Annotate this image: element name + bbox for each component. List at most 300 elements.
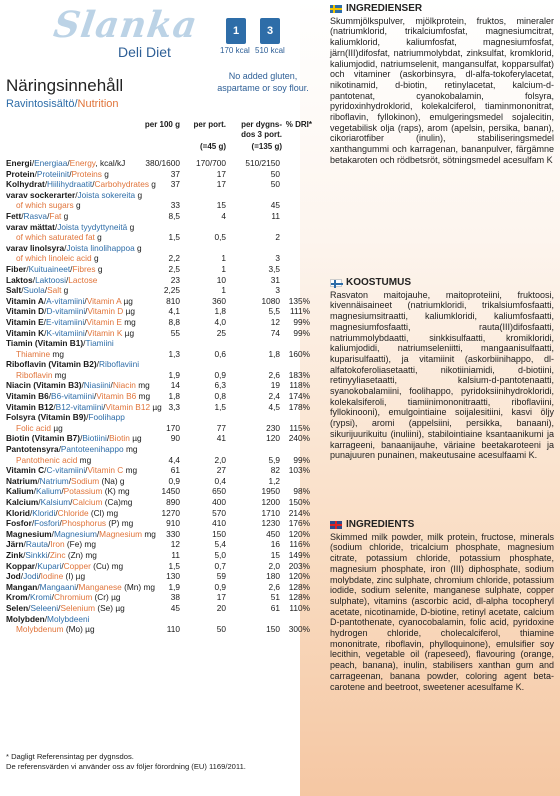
label-en: Vitamin A	[86, 295, 122, 306]
label-separator: /	[64, 242, 67, 253]
label-unit: (Mn) mg	[121, 581, 156, 592]
three-portion-icon: 3	[260, 18, 280, 44]
label-separator: /	[27, 592, 30, 603]
row-label	[6, 603, 125, 614]
label-en: Sodium	[71, 475, 100, 486]
label-fi: Laktoosi	[35, 274, 66, 285]
table-row	[6, 412, 326, 423]
value-dri: 183%	[288, 369, 310, 380]
value-per100: 12	[170, 539, 180, 550]
label-unit: (Cu) mg	[90, 560, 124, 571]
table-row	[6, 592, 326, 603]
label-separator: /	[61, 486, 64, 497]
label-en: Fibres	[72, 263, 96, 274]
label-fi: Natrium	[39, 475, 69, 486]
value-per-3port: 2,6	[268, 581, 280, 592]
value-dri: 110%	[289, 602, 310, 613]
value-dri: 176%	[288, 518, 310, 529]
value-dri: 115%	[289, 422, 310, 433]
label-sv: Mangan	[6, 581, 38, 592]
label-unit: (Se) µg	[95, 602, 125, 613]
col-per-3port-g: (=135 g)	[251, 142, 282, 151]
value-dri: 98%	[293, 486, 310, 497]
label-unit: mg	[77, 454, 92, 465]
value-per-port: 4,0	[214, 316, 226, 327]
table-row	[6, 222, 326, 233]
value-per-3port: 180	[266, 571, 280, 582]
value-per100: 810	[166, 295, 180, 306]
label-separator: /	[47, 539, 51, 550]
label-separator: /	[110, 380, 113, 391]
label-unit: g	[94, 232, 102, 243]
label-separator: /	[44, 306, 47, 317]
no-added-note: No added gluten, aspartame or soy flour.	[217, 71, 309, 93]
row-label	[6, 423, 63, 434]
value-per-3port: 61	[270, 602, 280, 613]
label-en: Molybdenum	[16, 624, 64, 635]
value-per-3port: 1230	[261, 518, 280, 529]
label-unit: (Zn) mg	[65, 549, 97, 560]
label-unit: mg	[123, 444, 138, 455]
label-separator: /	[83, 338, 86, 349]
label-unit: g	[101, 168, 109, 179]
table-row	[6, 561, 326, 572]
label-unit: mg	[123, 465, 138, 476]
label-unit: (Cr) µg	[92, 592, 121, 603]
table-row	[6, 582, 326, 593]
value-dri: 300%	[288, 624, 310, 635]
label-separator: /	[44, 613, 48, 624]
label-en: Vitamin E	[86, 316, 122, 327]
value-per-port: 1	[221, 263, 226, 274]
label-separator: /	[44, 327, 47, 338]
row-label	[6, 285, 68, 296]
value-dri: 150%	[288, 497, 310, 507]
table-row	[6, 423, 326, 434]
value-per100: 4,4	[168, 454, 180, 465]
table-row	[6, 285, 326, 296]
label-sv: Vitamin K	[6, 327, 45, 338]
label-separator: /	[31, 518, 35, 529]
label-sv: Vitamin A	[6, 295, 44, 306]
row-label	[6, 465, 137, 476]
row-label	[6, 380, 150, 391]
label-sv: Vitamin B12	[6, 401, 54, 412]
label-unit: mg	[121, 316, 136, 327]
row-label	[6, 624, 95, 635]
label-fi: K-vitamiini	[46, 327, 85, 338]
row-label	[6, 243, 142, 254]
row-label	[6, 529, 156, 540]
label-separator: /	[80, 433, 83, 444]
value-per100: 8,8	[168, 316, 180, 327]
label-separator: /	[53, 401, 56, 412]
table-row	[6, 455, 326, 466]
value-per-3port: 5,5	[268, 306, 280, 317]
table-row	[6, 179, 326, 190]
nutrition-table	[6, 158, 326, 635]
value-per-port: 0,5	[214, 232, 226, 243]
label-sv: Fett	[6, 210, 22, 221]
value-per100: 110	[166, 624, 180, 635]
label-fi: A-vitamiini	[46, 295, 85, 306]
label-fi: Molybdeeni	[47, 613, 90, 624]
label-separator: /	[34, 168, 37, 179]
label-sv: Vitamin B6	[6, 391, 49, 402]
label-sv: Krom	[6, 592, 28, 603]
value-per-3port: 1,8	[268, 348, 280, 359]
row-label	[6, 433, 142, 444]
value-per-3port: 12	[270, 316, 280, 327]
value-per-3port: 450	[266, 528, 280, 539]
row-label	[6, 486, 130, 497]
value-per-port: 0,8	[214, 391, 226, 402]
row-label	[6, 169, 109, 180]
value-dri: 128%	[288, 581, 310, 592]
label-separator: /	[70, 497, 73, 507]
label-separator: /	[84, 295, 87, 306]
label-en: Iron	[50, 539, 65, 550]
row-label	[6, 550, 97, 561]
label-unit: g	[134, 242, 142, 253]
label-unit: (Fe) mg	[64, 539, 96, 550]
value-per-3port: 2,0	[268, 560, 280, 571]
value-per-3port: 2	[275, 232, 280, 243]
label-sv: Kalium	[6, 486, 34, 497]
row-label	[6, 539, 96, 550]
row-label	[6, 328, 134, 339]
ingredients-sv-heading	[330, 4, 554, 15]
row-label	[6, 582, 155, 593]
label-fi: Kuituaineet	[28, 263, 71, 274]
value-per-3port: 11	[271, 210, 280, 221]
label-sv: varav mättat	[6, 221, 55, 232]
value-per100: 170	[166, 422, 180, 433]
label-en: Niacin	[112, 380, 136, 391]
label-sv: Fosfor	[6, 518, 32, 529]
value-per-port: 1,8	[214, 306, 226, 317]
label-fi: Sinkki	[25, 549, 48, 560]
value-per100: 45	[170, 602, 180, 613]
table-row	[6, 338, 326, 349]
value-per100: 37	[170, 168, 180, 179]
label-unit: µg	[123, 306, 136, 317]
table-row	[6, 571, 326, 582]
value-per100: 330	[166, 528, 180, 539]
value-per-3port: 50	[270, 179, 280, 190]
table-row	[6, 359, 326, 370]
ingredients-fi-heading	[330, 278, 554, 289]
label-fi: Kloridi	[32, 507, 56, 518]
label-sv: Energi	[6, 158, 32, 168]
label-sv: Vitamin E	[6, 316, 44, 327]
label-sv: Pantotensyra	[6, 444, 59, 455]
label-separator: /	[43, 295, 47, 306]
ingredients-en	[330, 520, 554, 692]
label-separator: /	[93, 391, 97, 402]
label-fi: Kalsium	[40, 497, 71, 507]
label-en: Fat	[49, 210, 62, 221]
label-separator: /	[29, 507, 33, 518]
value-per-port: 0,4	[214, 475, 226, 486]
label-fi: Niasiini	[83, 380, 111, 391]
label-sv: Laktos	[6, 274, 33, 285]
value-dri: 99%	[293, 454, 310, 465]
table-row	[6, 444, 326, 455]
three-portion-kcal: 510 kcal	[255, 46, 285, 55]
value-per-port: 50	[216, 624, 226, 635]
label-en: Copper	[63, 560, 91, 571]
value-per-port: 17	[216, 592, 226, 603]
col-per-3port: per dygns-dos 3 port.	[241, 120, 282, 139]
label-unit: (Na) g	[99, 475, 125, 486]
value-per-port: 25	[216, 327, 226, 338]
value-per100: 33	[170, 200, 180, 211]
table-row	[6, 497, 326, 508]
table-row	[6, 349, 326, 360]
row-label	[6, 455, 91, 466]
label-sv: varav sockerarter	[6, 189, 76, 200]
label-en: Chromium	[53, 592, 93, 603]
value-dri: 135%	[288, 295, 310, 306]
value-per-3port: 230	[266, 422, 280, 433]
label-fi: Joista tyydyttyneitä	[57, 221, 128, 232]
label-separator: /	[26, 263, 29, 274]
row-label	[6, 476, 125, 487]
row-label	[6, 338, 114, 349]
label-en: Energy	[69, 158, 96, 168]
label-fi: Seleeni	[30, 602, 59, 613]
table-row	[6, 476, 326, 487]
subtitle-en: Nutrition	[77, 98, 119, 110]
value-dri: 240%	[288, 433, 310, 444]
value-per-port: 4	[221, 210, 226, 221]
label-sv: Vitamin C	[6, 465, 45, 476]
value-dri: 118%	[289, 380, 310, 391]
label-sv: Fiber	[6, 263, 27, 274]
label-separator: /	[55, 507, 58, 518]
label-sv: Järn	[6, 539, 24, 550]
label-sv: Salt	[6, 285, 22, 296]
label-separator: /	[58, 444, 61, 455]
value-per-3port: 5,9	[268, 454, 280, 465]
value-dri: 174%	[288, 391, 310, 402]
label-unit: µg	[129, 433, 142, 444]
value-per-3port: 120	[266, 433, 280, 444]
label-separator: /	[54, 221, 58, 232]
label-fi: B6-vitamiini	[51, 391, 94, 402]
label-fi: Joista sokereita	[77, 189, 136, 200]
swedish-flag-icon	[330, 5, 342, 13]
label-unit: (I) µg	[63, 571, 86, 582]
label-fi: Kupari	[37, 560, 62, 571]
row-label	[6, 211, 68, 222]
label-unit: (K) mg	[102, 486, 130, 497]
label-en: Magnesium	[99, 528, 143, 539]
label-fi: Kalium	[35, 486, 62, 497]
value-per-port: 59	[216, 571, 226, 582]
label-separator: /	[47, 549, 50, 560]
row-label	[6, 264, 102, 275]
label-unit: mg	[50, 348, 64, 359]
table-row	[6, 190, 326, 201]
label-en: of which linoleic acid	[16, 253, 92, 264]
label-unit: mg	[142, 528, 156, 539]
label-en: Salt	[47, 285, 62, 296]
label-separator: /	[70, 263, 73, 274]
label-en: Phosphorus	[61, 518, 107, 529]
table-row	[6, 402, 326, 413]
ingredients-en-heading	[330, 520, 554, 531]
label-en: Vitamin K	[87, 327, 123, 338]
value-per100: 2,5	[168, 263, 180, 274]
label-separator: /	[31, 158, 35, 168]
value-per100: 1,8	[168, 391, 180, 402]
label-sv: Vitamin D	[6, 306, 45, 317]
label-separator: /	[38, 497, 41, 507]
row-label	[6, 275, 97, 286]
label-unit: g	[148, 179, 156, 190]
value-per100: 2,2	[168, 253, 180, 264]
table-row	[6, 539, 326, 550]
finnish-flag-icon	[330, 279, 342, 287]
row-label	[6, 571, 85, 582]
row-label	[6, 518, 133, 529]
table-row	[6, 550, 326, 561]
value-per-port: 10	[216, 274, 226, 285]
value-per-3port: 31	[270, 274, 280, 285]
footnote-line1: * Dagligt Referensintag per dygnsdos.	[6, 752, 134, 761]
label-separator: /	[81, 380, 84, 391]
label-fi: Energiaa	[34, 158, 68, 168]
value-per-3port: 1,2	[268, 475, 280, 486]
row-label	[6, 370, 66, 381]
value-dri: 214%	[288, 507, 310, 518]
label-en: Iodine	[40, 571, 64, 582]
row-label	[6, 444, 137, 455]
value-per-port: 650	[212, 486, 226, 497]
label-fi: Mangaani	[39, 581, 77, 592]
label-separator: /	[69, 168, 72, 179]
value-per-3port: 150	[266, 624, 280, 635]
label-en: Riboflavin	[16, 369, 53, 380]
row-label	[6, 306, 135, 317]
label-fi: Suola	[23, 285, 45, 296]
value-per-port: 1,5	[214, 401, 226, 412]
table-row	[6, 211, 326, 222]
table-row	[6, 253, 326, 264]
col-per100: per 100 g	[144, 120, 180, 129]
label-separator: /	[37, 581, 40, 592]
value-per100: 61	[170, 465, 180, 476]
label-en: Calcium	[72, 497, 103, 507]
label-sv: Folsyra (Vitamin B9)	[6, 412, 87, 423]
brand-wordmark: Slanka	[51, 4, 201, 46]
value-per100: 4,1	[168, 306, 180, 317]
row-label	[6, 179, 156, 190]
label-sv: Zink	[6, 549, 24, 560]
label-unit: (Ca)mg	[102, 497, 133, 507]
value-per100: 380/1600	[145, 158, 180, 168]
value-per100: 8,5	[168, 210, 180, 221]
label-separator: /	[28, 602, 31, 613]
row-label	[6, 614, 89, 625]
label-fi: Rasva	[23, 210, 48, 221]
value-per100: 1,9	[168, 369, 180, 380]
value-per100: 1450	[161, 486, 180, 497]
table-row	[6, 370, 326, 381]
label-separator: /	[59, 518, 62, 529]
value-per-3port: 74	[270, 327, 280, 338]
value-per-port: 5,4	[214, 539, 226, 550]
label-separator: /	[96, 528, 100, 539]
value-per-port: 5,0	[214, 549, 226, 560]
label-fi: Foolihapp	[88, 412, 125, 423]
table-row	[6, 306, 326, 317]
value-per-port: 15	[216, 200, 226, 211]
row-label	[6, 232, 102, 243]
row-label	[6, 317, 136, 328]
row-label	[6, 296, 133, 307]
page-subtitle	[6, 98, 119, 110]
table-row	[6, 508, 326, 519]
label-sv: Molybden	[6, 613, 45, 624]
value-per-3port: 510/2150	[245, 158, 280, 168]
row-label	[6, 158, 125, 169]
label-separator: /	[23, 549, 26, 560]
label-fi: Kromi	[29, 592, 52, 603]
label-en: Vitamin C	[87, 465, 124, 476]
label-fi: Jodi	[23, 571, 39, 582]
one-portion-kcal: 170 kcal	[220, 46, 250, 55]
label-sv: Niacin (Vitamin B3)	[6, 380, 82, 391]
value-dri: 149%	[288, 549, 310, 560]
label-sv: Magnesium	[6, 528, 52, 539]
value-per-3port: 1950	[261, 486, 280, 497]
ingredients-sv	[330, 4, 554, 166]
value-dri: 116%	[289, 539, 310, 550]
value-per-port: 1	[221, 253, 226, 264]
value-per-port: 41	[216, 433, 226, 444]
label-en: Manganese	[78, 581, 122, 592]
row-label	[6, 592, 121, 603]
label-en: Carbohydrates	[94, 179, 149, 190]
value-per100: 890	[166, 497, 180, 507]
table-row	[6, 158, 326, 169]
label-unit: mg	[52, 369, 67, 380]
ingredients-sv-title: INGREDIENSER	[346, 3, 423, 14]
label-separator: /	[20, 571, 24, 582]
label-en: Lactose	[68, 274, 98, 285]
value-per100: 1,5	[168, 560, 180, 571]
table-row	[6, 232, 326, 243]
value-dri: 128%	[288, 592, 310, 603]
value-per-port: 400	[212, 497, 226, 507]
row-label	[6, 190, 142, 201]
brand-logo	[6, 4, 201, 64]
label-separator: /	[44, 285, 48, 296]
label-separator: /	[92, 179, 95, 190]
label-unit: µg	[150, 401, 162, 412]
label-en: Vitamin B12	[105, 401, 151, 412]
label-separator: /	[43, 316, 46, 327]
label-fi: Tiamiini	[85, 338, 114, 349]
table-row	[6, 624, 326, 635]
label-sv: Jod	[6, 571, 21, 582]
value-dri: 178%	[288, 401, 310, 412]
value-dri: 120%	[288, 528, 310, 539]
label-fi: Rauta	[25, 539, 48, 550]
